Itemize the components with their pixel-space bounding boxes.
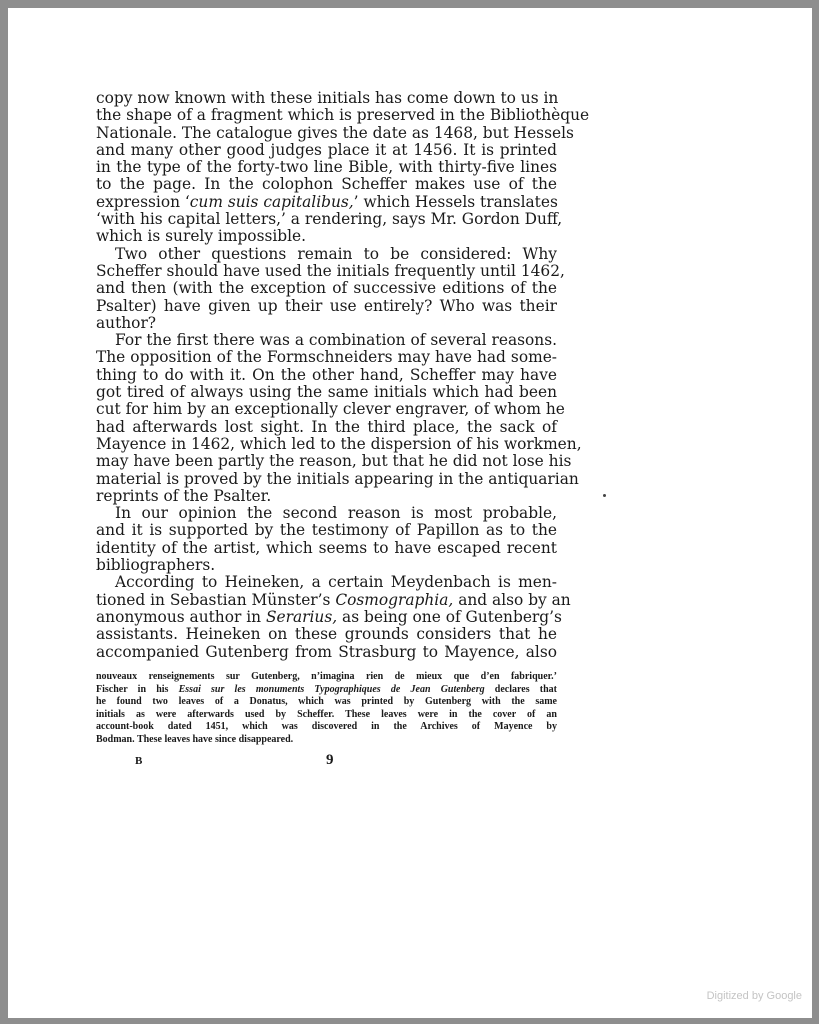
body-text — [96, 89, 590, 661]
body-line: assistants. Heineken on these grounds considers that he — [96, 625, 557, 644]
footnote-line-text: declares that — [484, 683, 557, 695]
body-line: copy now known with these initials has come down to us in — [96, 89, 559, 107]
book-page — [8, 8, 812, 1018]
body-line-text: and also by an — [453, 590, 571, 609]
body-line — [96, 590, 571, 609]
body-italic-text: Cosmographia, — [335, 590, 454, 609]
body-line — [96, 194, 557, 211]
body-line: and it is supported by the testimony of Papillon as to the — [96, 521, 557, 540]
body-line: ‘with his capital letters,’ a rendering, says Mr. Gordon Duff, — [96, 210, 563, 229]
body-line: and many other good judges place it at 1456. It is printed — [96, 140, 557, 159]
body-line: thing to do with it. On the other hand, Scheffer may have — [96, 365, 557, 384]
body-line: author? — [96, 313, 157, 332]
body-line: cut for him by an exceptionally clever engraver, of whom he — [96, 400, 565, 419]
footnote-line: Bodman. These leaves have since disappeared. — [96, 733, 294, 745]
body-line: and then (with the exception of successive editions of the — [96, 279, 557, 298]
body-line: accompanied Gutenberg from Strasburg to Mayence, also — [96, 642, 557, 661]
body-line: in the type of the forty-two line Bible, with thirty-five lines — [96, 158, 557, 177]
body-line-text: expression ‘ — [96, 192, 190, 211]
body-line: Nationale. The catalogue gives the date as 1468, but Hessels — [96, 123, 574, 142]
scan-speck — [603, 494, 606, 497]
body-line: had afterwards lost sight. In the third place, the sack of — [96, 417, 557, 436]
footnote-line: account-book dated 1451, which was discovered in the Archives of Mayence by — [96, 721, 557, 733]
body-line: For the first there was a combination of several reasons. — [115, 331, 557, 350]
body-line: Scheffer should have used the initials frequently until 1462, — [96, 261, 565, 280]
footnote-line-text: Fischer in his — [96, 683, 179, 695]
body-line-text: anonymous author in — [96, 607, 266, 626]
footnote-line: initials as were afterwards used by Scheffer. These leaves were in the cover of an — [96, 708, 557, 720]
signature-mark: B — [135, 755, 143, 767]
body-line: Two other questions remain to be considered: Why — [115, 244, 557, 263]
body-line: The opposition of the Formschneiders may have had some- — [96, 348, 557, 367]
body-line-text: ’ which Hessels translates — [353, 192, 558, 211]
footnote-line: he found two leaves of a Donatus, which was printed by Gutenberg with the same — [96, 696, 557, 708]
body-line-text: as being one of Gutenberg’s — [337, 607, 562, 626]
footnote-line: nouveaux renseignements sur Gutenberg, n’imagina rien de mieux que d’en fabriquer.’ — [96, 671, 557, 682]
body-italic-text: Serarius, — [265, 607, 338, 626]
body-line: bibliographers. — [96, 556, 216, 575]
body-line: identity of the artist, which seems to have escaped recent — [96, 538, 557, 557]
body-line: to the page. In the colophon Scheffer makes use of the — [96, 175, 557, 194]
body-line: In our opinion the second reason is most probable, — [115, 504, 557, 523]
body-line-text: tioned in Sebastian Münster’s — [96, 590, 336, 609]
body-line: which is surely impossible. — [96, 227, 307, 246]
body-line: may have been partly the reason, but that he did not lose his — [96, 452, 572, 471]
body-line — [96, 607, 562, 626]
footnote-italic-text: Essai sur les monuments Typographiques de Jean Gutenberg — [178, 683, 485, 695]
body-line: reprints of the Psalter. — [96, 486, 272, 505]
footnote — [96, 671, 557, 747]
body-line: got tired of always using the same initials which had been — [96, 383, 557, 402]
page-number: 9 — [326, 752, 334, 768]
digitized-watermark: Digitized by Google — [706, 990, 802, 1002]
body-line: Psalter) have given up their use entirely? Who was their — [96, 296, 557, 315]
body-italic-text: cum suis capitalibus, — [189, 192, 354, 211]
body-line: Mayence in 1462, which led to the dispersion of his workmen, — [96, 434, 582, 453]
footnote-line — [96, 684, 557, 697]
body-line: the shape of a fragment which is preserved in the Bibliothèque — [96, 106, 590, 125]
body-line: material is proved by the initials appearing in the antiquarian — [96, 469, 579, 488]
body-line: According to Heineken, a certain Meydenbach is men- — [115, 573, 557, 592]
